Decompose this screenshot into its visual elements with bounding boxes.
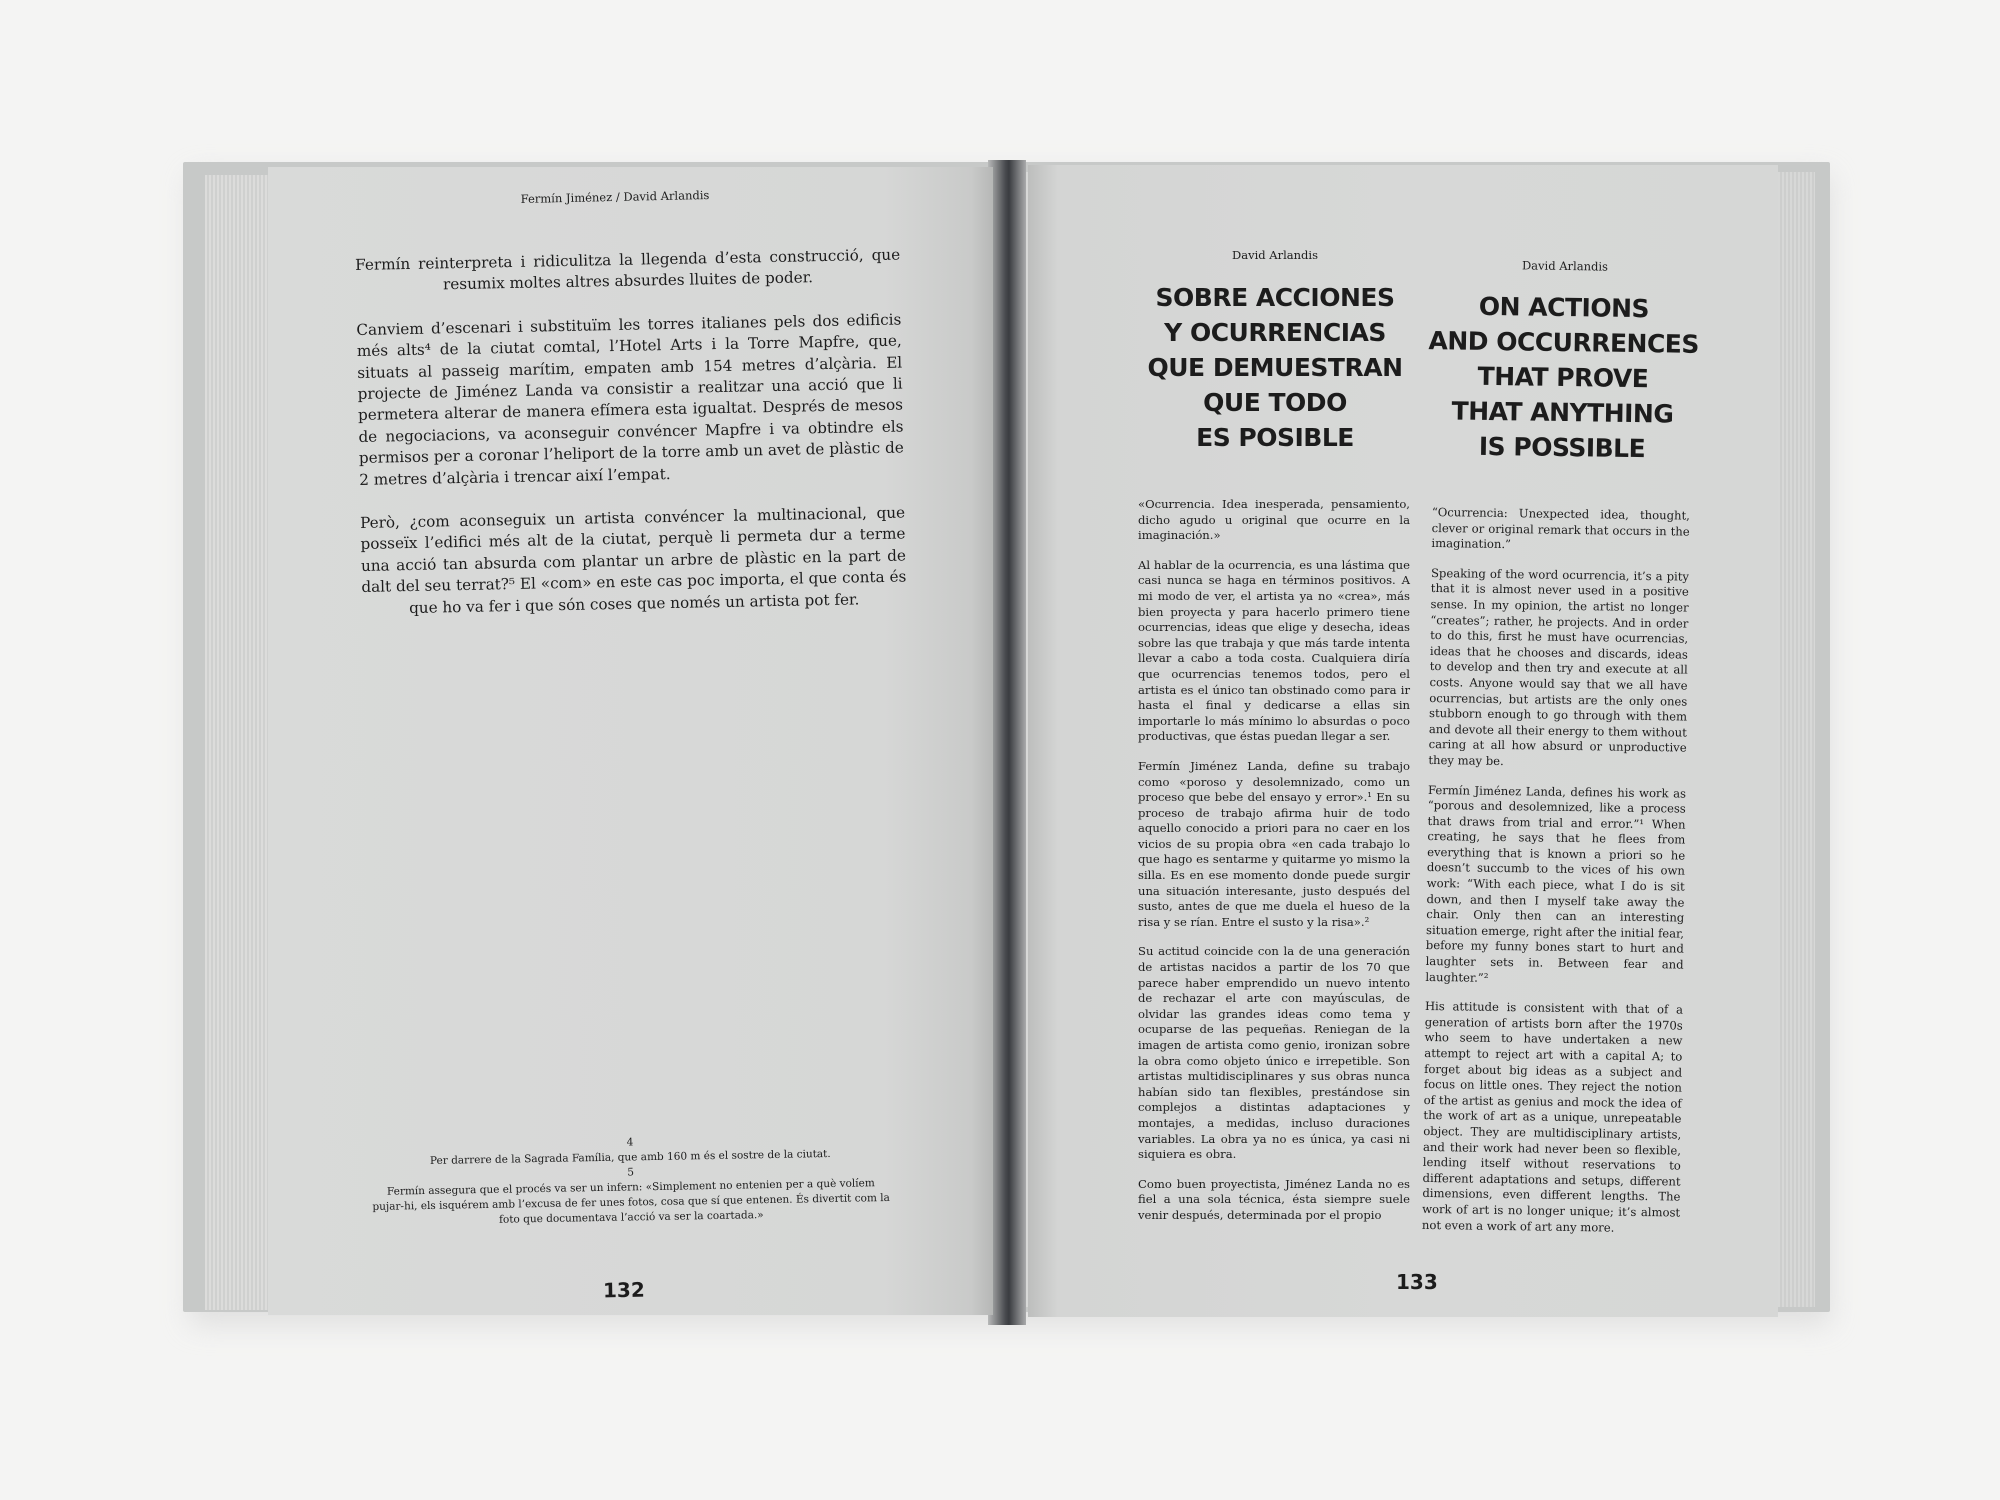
left-paragraph: Canviem d’escenari i substituïm les torres italianes pels dos edificis més alts⁴ de la ciutat comtal, l’Hotel Arts i la Torre Mapfre, que, situats al passeig marítim, empaten amb 154 metres d’alçària. El projecte de Jiménez Landa va consistir a realitzar una acció que li permetera alterar de manera efímera esta igualtat. Després de mesos de negociacions, va aconseguir convéncer Mapfre i va obtindre els permisos per a coronar l’heliport de la torre amb un avet de plàstic de 2 metres d’alçària i trencar així l’empat. [356,310,904,489]
en-paragraph: Fermín Jiménez Landa, defines his work as “porous and desolemnized, like a process that draws from trial and error.”¹ When creating, he says that he flees from everything that is known a priori so he doesn’t succumb to the vices of his own work: “With each piece, what I do is sit down, and then I myself take away the chair. Only then can an interesting situation emerge, right after the initial fear, before my funny bones start to hurt and laughter sets in. Between fear and laughter.”² [1425,782,1687,985]
en-title-line: AND OCCURRENCES [1428,326,1700,359]
en-column [1422,505,1690,1251]
es-paragraph: Fermín Jiménez Landa, define su trabajo como «poroso y desolemnizado, como un proceso que bebe del ensayo y error».¹ En su proceso de trabajo afirma huir de todo aquello conocido a priori para no caer en los vicios de su propia obra «en cada trabajo lo que hago es sentarme y quitarme yo mismo la silla. Es en ese momento donde puede surgir una situación interesante, justo después del susto, antes de que me duela el hueso de la risa y se rían. Entre el susto y la risa».² [1138,758,1410,929]
en-title [1427,288,1699,467]
footnote-text: Per darrere de la Sagrada Família, que amb 160 m és el sostre de la ciutat. [429,1147,831,1167]
footnote-number: 5 [627,1166,635,1179]
en-title-line: ON ACTIONS [1478,291,1650,324]
right-page-number: 133 [1396,1270,1438,1294]
es-title [1145,280,1405,455]
es-author: David Arlandis [1232,248,1318,262]
es-paragraph: Al hablar de la ocurrencia, es una lástima que casi nunca se haga en términos positivos. A mi modo de ver, el artista ya no «crea», más bien proyecta y para hacerlo primero tiene ocurrencias, ideas que elige y desecha, ideas sobre las que trabaja y que más tarde intenta llevar a cabo a toda costa. Cualquiera diría que ocurrencias tenemos todos, pero el artista es el único tan obstinado como para ir hasta el final y dedicarse a ellas sin importarle lo más mínimo lo absurdas o poco productivas, que éstas puedan llegar a ser. [1138,557,1410,744]
book-spine [988,160,1026,1325]
es-paragraph: Su actitud coincide con la de una generación de artistas nacidos a partir de los 70 que parece haber emprendido un nuevo intento de rechazar el arte con mayúsculas, de olvidar las grandes ideas como tema y ocuparse de las pequeñas. Reniegan de la imagen de artista como genio, ironizan sobre la obra como objeto único e irrepetible. Son artistas multidisciplinares y sus obras nunca habían sido tan flexibles, prestándose sin complejos a distintas adaptaciones y montajes, a medidas, incluso duraciones variables. La obra ya no es única, ya casi ni siquiera es obra. [1138,944,1410,1162]
en-paragraph: Speaking of the word ocurrencia, it’s a pity that it is almost never used in a positive sense. In my opinion, the artist no longer “creates”; rather, he projects. And in order to do this, first he must have ocurrencias, ideas that he chooses and discards, ideas to develop and then try and execute at all costs. Anyone would say that we all have ocurrencias, but artists are the only ones stubborn enough to go through with them and devote all their energy to them without caring at all how absurd or unproductive they may be. [1428,565,1690,768]
left-paragraph: Però, ¿com aconseguix un artista convéncer la multinacional, que posseïx l’edifici més alt de la ciutat, perquè li permeta dur a terme una acció tan absurda com plantar un arbre de plàstic en la part de dalt del seu terrat?⁵ El «com» en este cas poc importa, el que conta és que ho va fer i que són coses que només un artista pot fer. [359,503,907,617]
left-body-text [355,245,907,642]
en-paragraph: “Ocurrencia: Unexpected idea, thought, clever or original remark that occurs in the imagination.” [1431,505,1690,552]
left-running-head: Fermín Jiménez / David Arlandis [520,188,710,206]
left-footnotes [370,1131,891,1230]
left-paragraph: Fermín reinterpreta i ridiculitza la llegenda d’esta construcció, que resumix moltes altres absurdes lluites de poder. [355,245,901,294]
en-title-line: IS POSSIBLE [1478,431,1646,464]
es-paragraph: Como buen proyectista, Jiménez Landa no es fiel a una sola técnica, ésta siempre suele venir después, determinada por el propio [1138,1176,1410,1222]
en-author: David Arlandis [1521,258,1609,274]
es-title-line: QUE DEMUESTRAN [1147,353,1403,382]
es-title-line: SOBRE ACCIONES [1155,283,1395,312]
en-paragraph: His attitude is consistent with that of a generation of artists born after the 1970s who seem to have undertaken a new attempt to reject art with a capital A; to forget about big ideas as a subject and focus on little ones. They reject the notion of the artist as genius and mock the idea of the work of art as a unique, unrepeatable object. They are multidisciplinary artists, and their work had never been so flexible, lending itself without reservations to different adaptations and setups, different dimensions, even different lengths. The work of art is no longer unique; it’s almost not even a work of art any more. [1421,999,1684,1235]
es-paragraph: «Ocurrencia. Idea inesperada, pensamiento, dicho agudo u original que ocurre en la imaginación.» [1138,497,1410,543]
en-title-line: THAT PROVE [1477,361,1649,394]
en-title-line: THAT ANYTHING [1451,396,1674,429]
es-title-line: Y OCURRENCIAS [1164,318,1386,347]
left-page-number: 132 [602,1277,645,1303]
es-title-line: QUE TODO [1203,388,1347,417]
footnote-number: 4 [626,1136,634,1149]
footnote-text: Fermín assegura que el procés va ser un infern: «Simplement no entenien per a què volíem pujar-hi, els isquérem amb l’excusa de fer unes fotos, cosa que sí que entenen. És divertit com la foto que documentava l’acció va ser la coartada.» [372,1177,890,1226]
es-title-line: ES POSIBLE [1196,423,1354,452]
es-column [1138,497,1410,1238]
